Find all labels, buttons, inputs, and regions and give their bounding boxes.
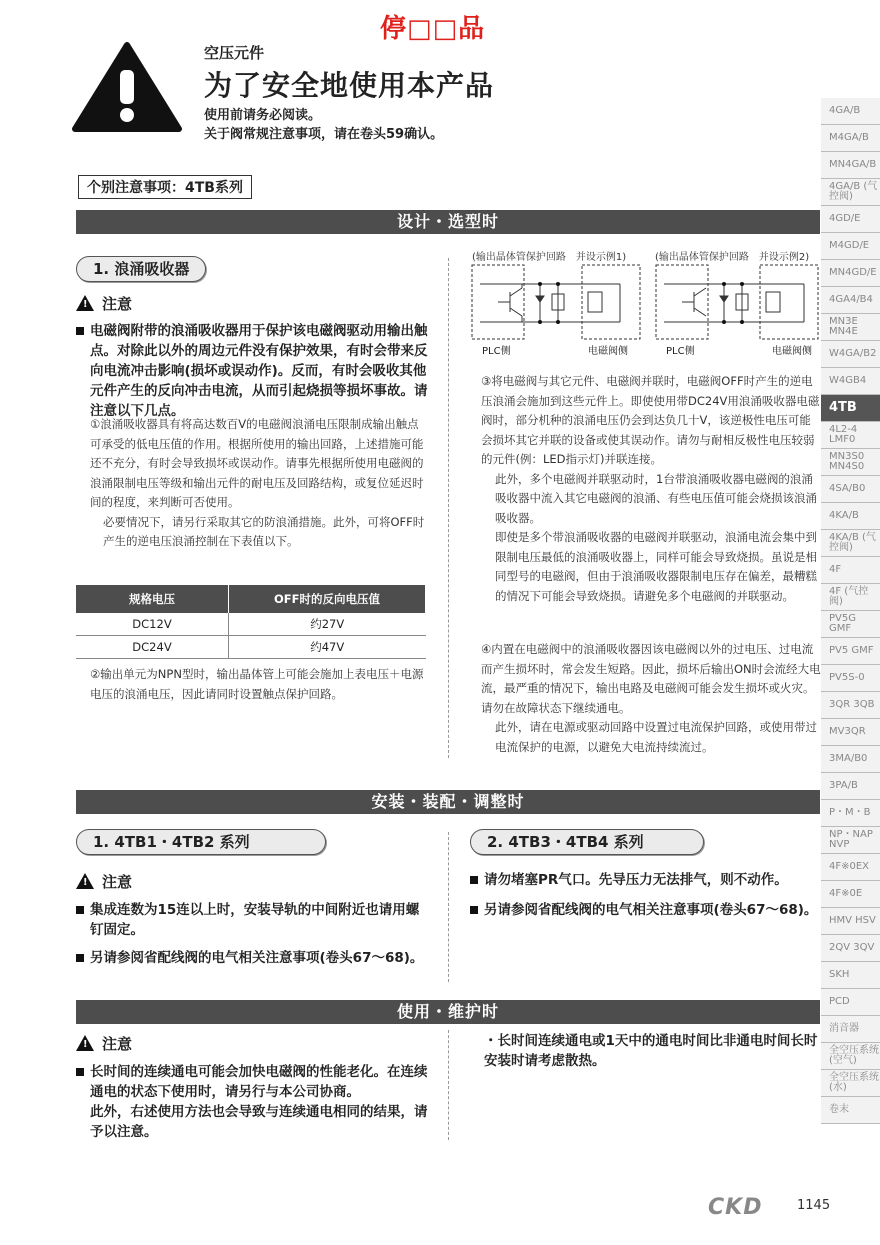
- diagram-2-title: (输出晶体管保护回路 并设示例2): [655, 252, 810, 263]
- sidebar-item[interactable]: PCD: [821, 989, 880, 1016]
- bullet-square: [76, 906, 84, 914]
- use-right-item: ・长时间连续通电或1天中的通电时间比非通电时间长时 安装时请考虑散热。: [484, 1033, 818, 1069]
- sidebar-item[interactable]: P・M・B: [821, 800, 880, 827]
- sidebar-item[interactable]: 全空压系统 (空气): [821, 1043, 880, 1070]
- design-item-1: ①浪涌吸收器具有将高达数百V的电磁阀浪涌电压限制成输出触点可承受的低电压值的作用。根据所使用的输出回路，上述措施可能还不充分，有时会导致损坏或误动作。请事先根据所使用电磁阀的浪涌限制电压等级和输出元件的耐电压及回路结构，或复位延迟时间的程度，来判断可否使用。 必要情况下，请另行采取其它的防浪涌措施。此外，可将OFF时产生的逆电压浪涌控制在下表值以下。: [90, 417, 425, 548]
- sidebar-item[interactable]: 3MA/B0: [821, 746, 880, 773]
- page-number: 1145: [797, 1198, 831, 1213]
- sidebar-item[interactable]: 3QR 3QB: [821, 692, 880, 719]
- sidebar-item[interactable]: HMV HSV: [821, 908, 880, 935]
- table-row: DC24V 约47V: [76, 636, 426, 659]
- header-subtitle: 空压元件: [204, 44, 265, 62]
- caution-icon: [76, 295, 94, 311]
- sidebar-item[interactable]: 4F※0EX: [821, 854, 880, 881]
- sidebar-item[interactable]: 4GA/B (气控阀): [821, 179, 880, 206]
- diagram-1-plc-label: PLC侧: [482, 346, 511, 357]
- caution-heading: !注意: [76, 293, 132, 314]
- pill-surge-absorber: 1. 浪涌吸收器: [76, 256, 206, 282]
- design-item-4: ④内置在电磁阀中的浪涌吸收器因该电磁阀以外的过电压、过电流而产生损坏时，常会发生短路。因此，损坏后输出ON时会流经大电流，最严重的情况下，输出电路及电磁阀可能会发生损坏或火灾。请勿在故障状态下继续通电。 此外，请在电源或驱动回路中设置过电流保护回路，或使用带过电流保护的电源，以避免大电流持续流过。: [481, 642, 821, 754]
- sidebar-item[interactable]: 4KA/B (气控阀): [821, 530, 880, 557]
- sidebar-item[interactable]: MN3S0 MN4S0: [821, 449, 880, 476]
- ckd-logo: CKD: [708, 1195, 763, 1220]
- table-row: DC12V 约27V: [76, 613, 426, 636]
- section-bar-use: 使用・维护时: [76, 1000, 820, 1024]
- sidebar-item[interactable]: W4GA/B2: [821, 341, 880, 368]
- sidebar-item[interactable]: 卷末: [821, 1097, 880, 1124]
- sidebar-item[interactable]: 4L2-4 LMF0: [821, 422, 880, 449]
- bullet-square: [76, 954, 84, 962]
- series-index-sidebar: [821, 98, 880, 1124]
- protection-circuit-diagram: [470, 262, 820, 344]
- sidebar-item[interactable]: 4GD/E: [821, 206, 880, 233]
- section-bar-install: 安装・装配・调整时: [76, 790, 820, 814]
- column-divider: [448, 258, 449, 758]
- install-left-item-2: 另请参阅省配线阀的电气相关注意事项(卷头67～68)。: [76, 948, 432, 968]
- pill-4tb3-4tb4: 2. 4TB3・4TB4 系列: [470, 829, 704, 855]
- install-left-item-1: 集成连数为15连以上时，安装导轨的中间附近也请用螺钉固定。: [76, 900, 432, 940]
- sidebar-item[interactable]: 全空压系统 (水): [821, 1070, 880, 1097]
- sidebar-item[interactable]: W4GB4: [821, 368, 880, 395]
- design-item-3: ③将电磁阀与其它元件、电磁阀并联时，电磁阀OFF时产生的逆电压浪涌会施加到这些元件上。即使使用带DC24V用浪涌吸收器电磁阀时，部分机种的浪涌电压仍会到达负几十V，该逆极性电压可能会损坏其它并联的设备或使其误动作。请勿与耐相反极性电压较弱的元件(例：LED指示灯)并联连接。 此外，多个电磁阀并联驱动时，1台带浪涌吸收器电磁阀的浪涌吸收器中流入其它电磁阀的浪涌、有些电压值可能会烧损该浪涌吸收器。 即使是多个带浪涌吸收器的电磁阀并联驱动，浪涌电流会集中到限制电压最低的浪涌吸收器上，同样可能会导致烧损。虽说是相同型号的电磁阀，但由于浪涌吸收器限制电压存在偏差，最糟糕的情况下可能会导致烧损。请避免多个电磁阀的并联驱动。: [481, 374, 820, 603]
- design-item-2: ②输出单元为NPN型时，输出晶体管上可能会施加上表电压＋电源电压的浪涌电压，因此请同时设置触点保护回路。: [90, 667, 424, 701]
- table-header-reverse: OFF时的反向电压值: [229, 585, 426, 613]
- section-bar-design: 设计・选型时: [76, 210, 820, 234]
- install-right-item-2: 另请参阅省配线阀的电气相关注意事项(卷头67～68)。: [470, 900, 820, 920]
- sidebar-item[interactable]: 4F: [821, 557, 880, 584]
- caution-icon: [76, 873, 94, 889]
- column-divider: [448, 832, 449, 982]
- diagram-2-plc-label: PLC侧: [666, 346, 695, 357]
- discontinued-stamp: 停□□品: [380, 14, 486, 44]
- sidebar-item[interactable]: PV5S-0: [821, 665, 880, 692]
- sidebar-item[interactable]: 4F (气控阀): [821, 584, 880, 611]
- sidebar-item[interactable]: PV5G GMF: [821, 611, 880, 638]
- sidebar-item[interactable]: 4TB: [821, 395, 880, 422]
- diagram-1-title: (输出晶体管保护回路 并设示例1): [472, 252, 627, 263]
- sidebar-item[interactable]: MN4GD/E: [821, 260, 880, 287]
- caution-heading: !注意: [76, 1033, 132, 1054]
- sidebar-item[interactable]: MN4GA/B: [821, 152, 880, 179]
- design-bold-paragraph: 电磁阀附带的浪涌吸收器用于保护该电磁阀驱动用输出触点。对除此以外的周边元件没有保护效果，有时会带来反向电流冲击影响(损坏或误动作)。反而，有时会吸收其他元件产生的反向冲击电流，从而引起烧损等损坏事故。请注意以下几点。: [76, 321, 432, 421]
- bullet-square: [470, 876, 478, 884]
- sidebar-item[interactable]: 4GA/B: [821, 98, 880, 125]
- sidebar-item[interactable]: PV5 GMF: [821, 638, 880, 665]
- caution-icon: [76, 1035, 94, 1051]
- column-divider: [448, 1030, 449, 1140]
- sidebar-item[interactable]: MV3QR: [821, 719, 880, 746]
- sidebar-item[interactable]: 消音器: [821, 1016, 880, 1043]
- table-header-voltage: 规格电压: [76, 585, 229, 613]
- page-title: 为了安全地使用本产品: [204, 69, 495, 102]
- warning-triangle-icon: [72, 42, 182, 132]
- diagram-2-valve-label: 电磁阀侧: [772, 346, 812, 357]
- bullet-square: [470, 906, 478, 914]
- sidebar-item[interactable]: 4SA/B0: [821, 476, 880, 503]
- bullet-square: [76, 327, 84, 335]
- sidebar-item[interactable]: 2QV 3QV: [821, 935, 880, 962]
- diagram-1-valve-label: 电磁阀侧: [588, 346, 628, 357]
- header-note: 使用前请务必阅读。 关于阀常规注意事项，请在卷头59确认。: [204, 108, 444, 142]
- sidebar-item[interactable]: 4KA/B: [821, 503, 880, 530]
- sidebar-item[interactable]: M4GA/B: [821, 125, 880, 152]
- sidebar-item[interactable]: SKH: [821, 962, 880, 989]
- sidebar-item[interactable]: MN3E MN4E: [821, 314, 880, 341]
- sidebar-item[interactable]: NP・NAP NVP: [821, 827, 880, 854]
- series-caution-label: 个别注意事项：4TB系列: [78, 175, 252, 199]
- sidebar-item[interactable]: 4GA4/B4: [821, 287, 880, 314]
- use-left-item: 长时间的连续通电可能会加快电磁阀的性能老化。在连续通电的状态下使用时，请另行与本公司协商。 此外，右述使用方法也会导致与连续通电相同的结果，请予以注意。: [76, 1062, 432, 1142]
- sidebar-item[interactable]: 4F※0E: [821, 881, 880, 908]
- voltage-table: [76, 585, 426, 659]
- install-right-item-1: 请勿堵塞PR气口。先导压力无法排气，则不动作。: [470, 870, 820, 890]
- bullet-square: [76, 1068, 84, 1076]
- sidebar-item[interactable]: M4GD/E: [821, 233, 880, 260]
- sidebar-item[interactable]: 3PA/B: [821, 773, 880, 800]
- pill-4tb1-4tb2: 1. 4TB1・4TB2 系列: [76, 829, 326, 855]
- caution-heading: !注意: [76, 871, 132, 892]
